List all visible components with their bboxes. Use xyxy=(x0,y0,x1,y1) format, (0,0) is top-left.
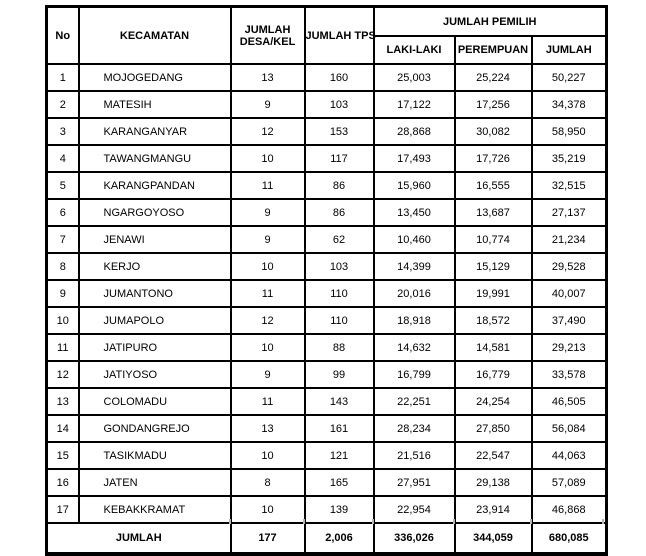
cell-laki-laki: 22,954 xyxy=(374,496,455,523)
cell-kecamatan: MOJOGEDANG xyxy=(79,64,231,91)
header-no: No xyxy=(47,7,79,65)
cell-jumlah: 34,378 xyxy=(532,91,607,118)
header-perempuan: PEREMPUAN xyxy=(455,36,532,64)
header-laki-laki: LAKI-LAKI xyxy=(374,36,455,64)
cell-perempuan: 17,256 xyxy=(455,91,532,118)
cell-no: 6 xyxy=(47,199,79,226)
cell-tps: 88 xyxy=(305,334,374,361)
table-row xyxy=(47,91,607,118)
cell-tps: 110 xyxy=(305,280,374,307)
cell-jumlah: 46,505 xyxy=(532,388,607,415)
cell-desa-kel: 11 xyxy=(231,280,305,307)
cell-perempuan: 14,581 xyxy=(455,334,532,361)
cell-jumlah: 44,063 xyxy=(532,442,607,469)
cell-desa-kel: 10 xyxy=(231,496,305,523)
cell-tps: 103 xyxy=(305,91,374,118)
cell-laki-laki: 14,399 xyxy=(374,253,455,280)
cell-desa-kel: 13 xyxy=(231,415,305,442)
table-body xyxy=(47,64,607,523)
cell-no: 9 xyxy=(47,280,79,307)
cell-no: 7 xyxy=(47,226,79,253)
cell-desa-kel: 10 xyxy=(231,442,305,469)
cell-no: 5 xyxy=(47,172,79,199)
cell-jumlah: 29,528 xyxy=(532,253,607,280)
cell-jumlah: 33,578 xyxy=(532,361,607,388)
cell-tps: 86 xyxy=(305,199,374,226)
table-row xyxy=(47,118,607,145)
cell-tps: 153 xyxy=(305,118,374,145)
table-row xyxy=(47,226,607,253)
cell-perempuan: 16,779 xyxy=(455,361,532,388)
cell-laki-laki: 18,918 xyxy=(374,307,455,334)
cell-perempuan: 10,774 xyxy=(455,226,532,253)
cell-laki-laki: 27,951 xyxy=(374,469,455,496)
cell-tps: 160 xyxy=(305,64,374,91)
cell-perempuan: 23,914 xyxy=(455,496,532,523)
cell-kecamatan: JATEN xyxy=(79,469,231,496)
column-rule-artifact xyxy=(229,519,231,524)
cell-no: 13 xyxy=(47,388,79,415)
table-row xyxy=(47,415,607,442)
table-row xyxy=(47,388,607,415)
cell-no: 14 xyxy=(47,415,79,442)
column-rule-artifact xyxy=(372,519,374,524)
cell-laki-laki: 15,960 xyxy=(374,172,455,199)
footer-jumlah: 680,085 xyxy=(532,523,607,554)
cell-laki-laki: 28,868 xyxy=(374,118,455,145)
cell-desa-kel: 11 xyxy=(231,388,305,415)
header-jumlah-pemilih: JUMLAH PEMILIH xyxy=(374,7,607,37)
cell-kecamatan: JUMANTONO xyxy=(79,280,231,307)
cell-tps: 86 xyxy=(305,172,374,199)
cell-kecamatan: COLOMADU xyxy=(79,388,231,415)
footer-label: JUMLAH xyxy=(47,523,231,554)
cell-jumlah: 50,227 xyxy=(532,64,607,91)
cell-laki-laki: 28,234 xyxy=(374,415,455,442)
table-row xyxy=(47,280,607,307)
cell-jumlah: 40,007 xyxy=(532,280,607,307)
cell-jumlah: 32,515 xyxy=(532,172,607,199)
table-row xyxy=(47,442,607,469)
cell-no: 3 xyxy=(47,118,79,145)
column-rule-artifact xyxy=(453,519,455,524)
cell-jumlah: 57,089 xyxy=(532,469,607,496)
cell-no: 17 xyxy=(47,496,79,523)
cell-perempuan: 27,850 xyxy=(455,415,532,442)
cell-kecamatan: TASIKMADU xyxy=(79,442,231,469)
column-rule-artifact xyxy=(303,519,305,524)
cell-no: 4 xyxy=(47,145,79,172)
cell-desa-kel: 11 xyxy=(231,172,305,199)
cell-jumlah: 29,213 xyxy=(532,334,607,361)
cell-laki-laki: 22,251 xyxy=(374,388,455,415)
cell-laki-laki: 20,016 xyxy=(374,280,455,307)
table-row xyxy=(47,334,607,361)
cell-perempuan: 29,138 xyxy=(455,469,532,496)
cell-laki-laki: 21,516 xyxy=(374,442,455,469)
cell-no: 12 xyxy=(47,361,79,388)
cell-jumlah: 46,868 xyxy=(532,496,607,523)
cell-kecamatan: JATIPURO xyxy=(79,334,231,361)
cell-tps: 165 xyxy=(305,469,374,496)
cell-perempuan: 25,224 xyxy=(455,64,532,91)
cell-desa-kel: 9 xyxy=(231,226,305,253)
cell-jumlah: 27,137 xyxy=(532,199,607,226)
cell-no: 16 xyxy=(47,469,79,496)
cell-tps: 110 xyxy=(305,307,374,334)
cell-tps: 99 xyxy=(305,361,374,388)
footer-row xyxy=(47,523,607,554)
cell-perempuan: 13,687 xyxy=(455,199,532,226)
header-jumlah-tps: JUMLAH TPS xyxy=(305,7,374,65)
cell-jumlah: 21,234 xyxy=(532,226,607,253)
cell-perempuan: 19,991 xyxy=(455,280,532,307)
cell-kecamatan: JUMAPOLO xyxy=(79,307,231,334)
table-row xyxy=(47,307,607,334)
header-row-1 xyxy=(47,7,607,37)
cell-kecamatan: KERJO xyxy=(79,253,231,280)
cell-jumlah: 56,084 xyxy=(532,415,607,442)
cell-no: 10 xyxy=(47,307,79,334)
cell-kecamatan: JENAWI xyxy=(79,226,231,253)
cell-tps: 143 xyxy=(305,388,374,415)
footer-laki-laki: 336,026 xyxy=(374,523,455,554)
cell-perempuan: 18,572 xyxy=(455,307,532,334)
cell-laki-laki: 13,450 xyxy=(374,199,455,226)
cell-perempuan: 17,726 xyxy=(455,145,532,172)
cell-kecamatan: MATESIH xyxy=(79,91,231,118)
table-row xyxy=(47,361,607,388)
cell-desa-kel: 12 xyxy=(231,118,305,145)
cell-desa-kel: 9 xyxy=(231,91,305,118)
cell-kecamatan: KARANGPANDAN xyxy=(79,172,231,199)
footer-perempuan: 344,059 xyxy=(455,523,532,554)
cell-perempuan: 30,082 xyxy=(455,118,532,145)
cell-desa-kel: 9 xyxy=(231,361,305,388)
cell-tps: 121 xyxy=(305,442,374,469)
table-row xyxy=(47,199,607,226)
cell-perempuan: 16,555 xyxy=(455,172,532,199)
header-jumlah-desa-kel: JUMLAH DESA/KEL xyxy=(231,7,305,65)
cell-desa-kel: 10 xyxy=(231,334,305,361)
cell-laki-laki: 17,493 xyxy=(374,145,455,172)
voters-table xyxy=(45,5,608,556)
cell-desa-kel: 10 xyxy=(231,145,305,172)
cell-tps: 62 xyxy=(305,226,374,253)
footer-desa-kel: 177 xyxy=(231,523,305,554)
table-row xyxy=(47,253,607,280)
cell-laki-laki: 25,003 xyxy=(374,64,455,91)
cell-jumlah: 37,490 xyxy=(532,307,607,334)
cell-desa-kel: 8 xyxy=(231,469,305,496)
footer-tps: 2,006 xyxy=(305,523,374,554)
cell-desa-kel: 9 xyxy=(231,199,305,226)
column-rule-artifact xyxy=(602,519,604,524)
cell-no: 8 xyxy=(47,253,79,280)
cell-kecamatan: KARANGANYAR xyxy=(79,118,231,145)
cell-jumlah: 35,219 xyxy=(532,145,607,172)
table-row xyxy=(47,172,607,199)
cell-perempuan: 15,129 xyxy=(455,253,532,280)
cell-tps: 103 xyxy=(305,253,374,280)
table-row xyxy=(47,145,607,172)
cell-kecamatan: JATIYOSO xyxy=(79,361,231,388)
cell-tps: 117 xyxy=(305,145,374,172)
cell-jumlah: 58,950 xyxy=(532,118,607,145)
table-row xyxy=(47,469,607,496)
cell-kecamatan: TAWANGMANGU xyxy=(79,145,231,172)
header-jumlah: JUMLAH xyxy=(532,36,607,64)
column-rule-artifact xyxy=(530,519,532,524)
cell-desa-kel: 10 xyxy=(231,253,305,280)
cell-desa-kel: 13 xyxy=(231,64,305,91)
cell-perempuan: 22,547 xyxy=(455,442,532,469)
cell-tps: 139 xyxy=(305,496,374,523)
cell-laki-laki: 16,799 xyxy=(374,361,455,388)
cell-kecamatan: GONDANGREJO xyxy=(79,415,231,442)
cell-no: 2 xyxy=(47,91,79,118)
cell-laki-laki: 10,460 xyxy=(374,226,455,253)
header-kecamatan: KECAMATAN xyxy=(79,7,231,65)
cell-kecamatan: NGARGOYOSO xyxy=(79,199,231,226)
cell-no: 15 xyxy=(47,442,79,469)
cell-kecamatan: KEBAKKRAMAT xyxy=(79,496,231,523)
cell-tps: 161 xyxy=(305,415,374,442)
cell-desa-kel: 12 xyxy=(231,307,305,334)
cell-laki-laki: 14,632 xyxy=(374,334,455,361)
cell-laki-laki: 17,122 xyxy=(374,91,455,118)
table-row xyxy=(47,496,607,523)
cell-no: 11 xyxy=(47,334,79,361)
table-row xyxy=(47,64,607,91)
cell-perempuan: 24,254 xyxy=(455,388,532,415)
cell-no: 1 xyxy=(47,64,79,91)
